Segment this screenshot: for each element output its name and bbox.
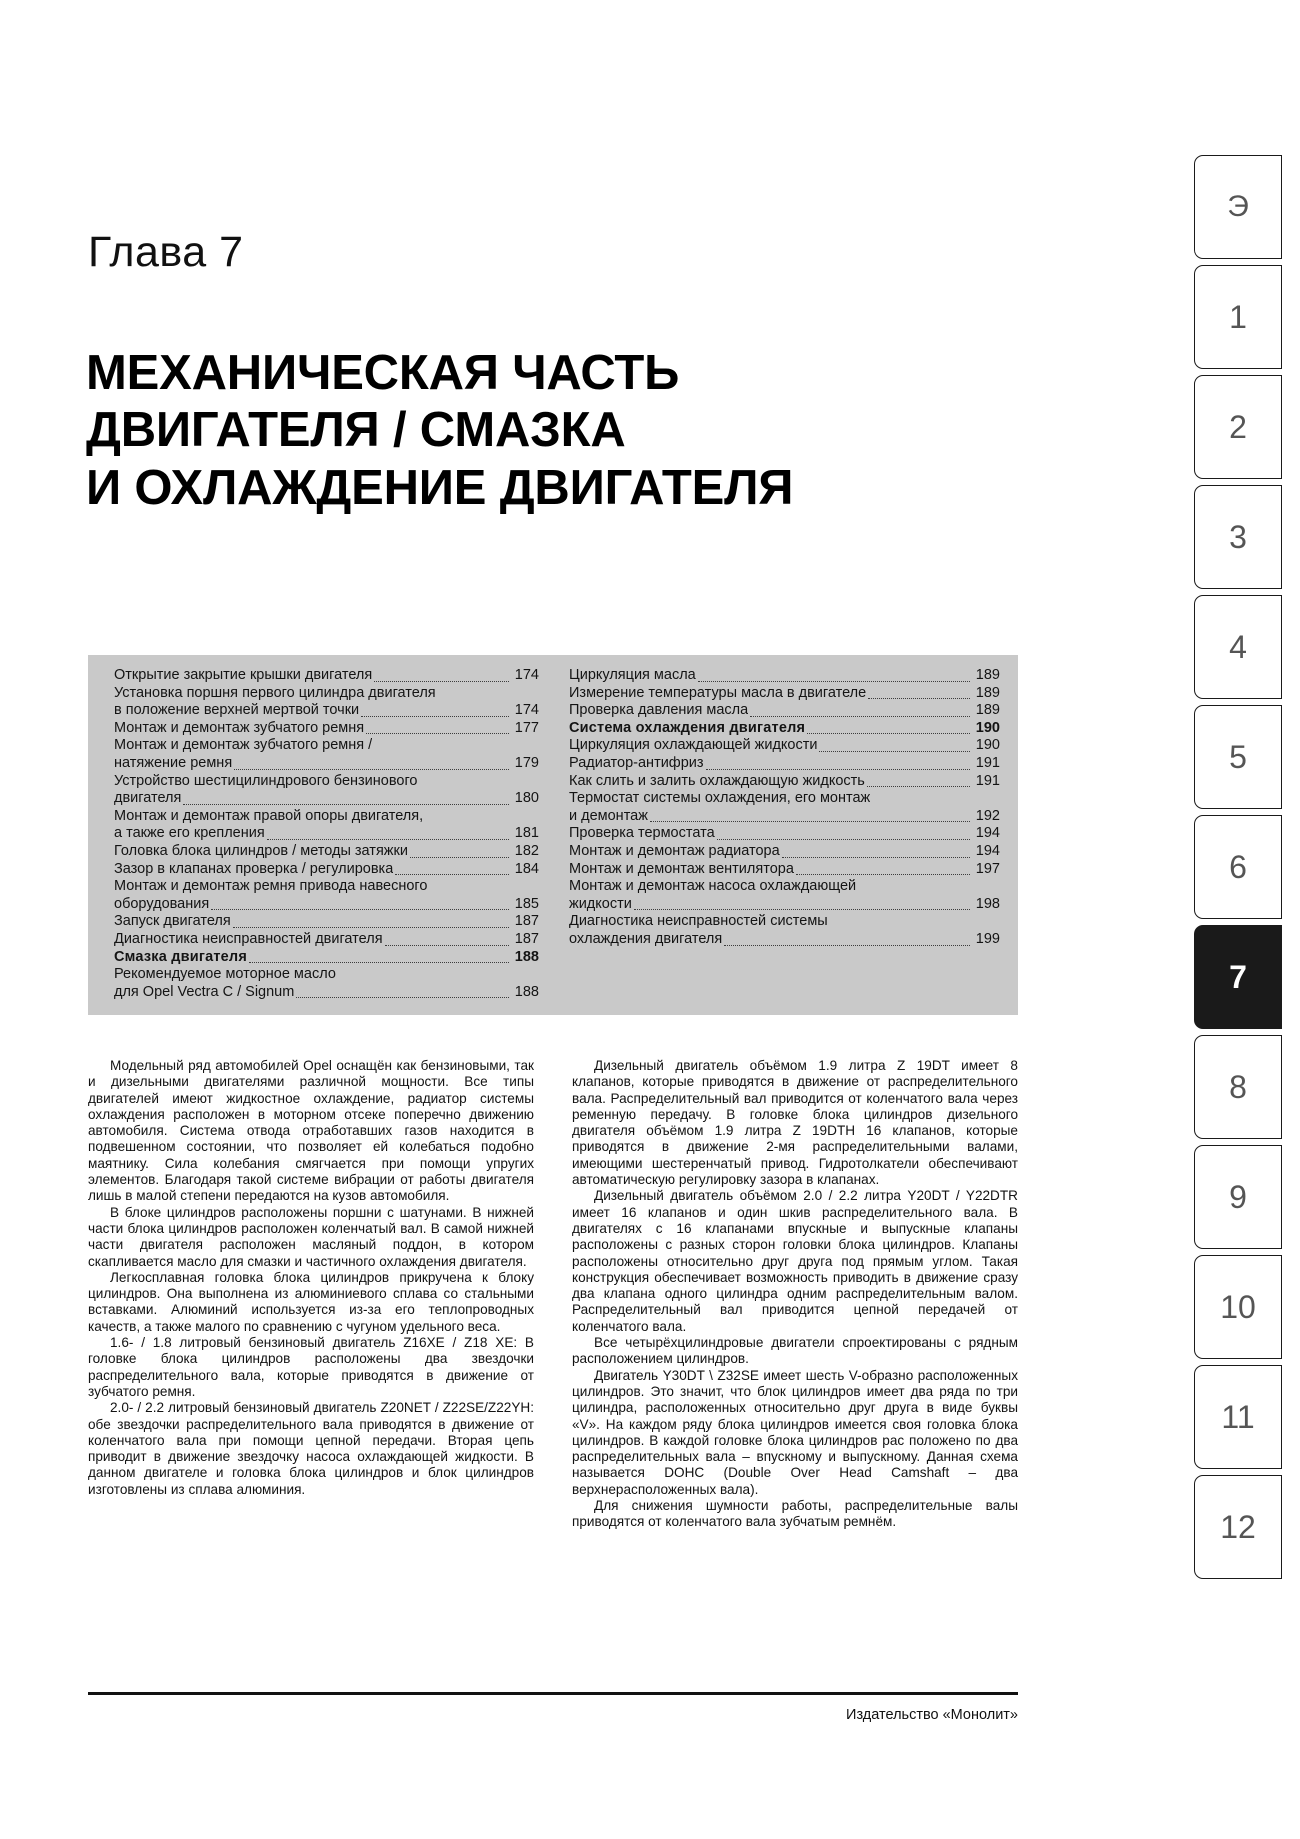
page-title-line: ДВИГАТЕЛЯ / СМАЗКА [86, 403, 626, 458]
toc-leader-dots [807, 723, 970, 734]
body-text [88, 1058, 1018, 1531]
body-paragraph: Двигатель Y30DT \ Z32SE имеет шесть V-образно расположенных цилиндров. Это значит, что блок цилиндров имеет два ряда по три цилиндра, расположенных относительно друг друга в виде буквы «V». На каждом ряду блока цилиндров имеется своя головка блока цилиндров. В каждой головке блока цилиндров рас положено по два распределительных вала – впускному и выпускному. Данная схема называется DOHC (Double Over Head Camshaft – два верхнерасположенных вала). [572, 1367, 1018, 1497]
toc-entry[interactable] [114, 825, 539, 843]
toc-leader-dots [868, 688, 970, 699]
toc-entry-page: 191 [975, 772, 1000, 789]
chapter-tab-label: 2 [1229, 408, 1247, 445]
toc-entry-label: жидкости [569, 895, 632, 912]
chapter-tab-label: 5 [1229, 738, 1247, 775]
chapter-tab-rail [1194, 155, 1282, 1585]
toc-leader-dots [410, 847, 509, 858]
toc-entry-page: 199 [975, 930, 1000, 947]
chapter-tab-5[interactable] [1194, 705, 1282, 809]
toc-entry[interactable] [114, 737, 539, 755]
toc-entry[interactable] [569, 720, 1000, 738]
toc-entry[interactable] [114, 949, 539, 967]
toc-entry-label: Радиатор-антифриз [569, 754, 704, 771]
toc-entry-label: Диагностика неисправностей системы [569, 913, 828, 930]
toc-entry-label: Смазка двигателя [114, 948, 247, 965]
toc-entry-label: Монтаж и демонтаж ремня привода навесного [114, 878, 428, 895]
toc-entry-label: Головка блока цилиндров / методы затяжки [114, 842, 408, 859]
chapter-tab-label: 8 [1229, 1068, 1247, 1105]
toc-entry[interactable] [569, 790, 1000, 808]
toc-entry-page: 187 [514, 930, 539, 947]
body-paragraph: Легкосплавная головка блока цилиндров прикручена к блоку цилиндров. Она выполнена из алюминиевого сплава со стальными вставками. Алюминий используется из-за его теплопроводных качеств, а также малого по сравнению с чугуном удельного веса. [88, 1269, 534, 1334]
toc-entry-label: Проверка давления масла [569, 702, 749, 719]
toc-entry[interactable] [569, 702, 1000, 720]
toc-entry-label: Монтаж и демонтаж радиатора [569, 842, 780, 859]
toc-entry-label: Монтаж и демонтаж вентилятора [569, 860, 794, 877]
toc-entry-page: 192 [975, 807, 1000, 824]
toc-entry-page: 197 [975, 860, 1000, 877]
chapter-tab-label: 1 [1229, 298, 1247, 335]
toc-entry-label: Монтаж и демонтаж зубчатого ремня / [114, 737, 373, 754]
toc-entry-label: Циркуляция охлаждающей жидкости [569, 737, 818, 754]
toc-leader-dots [717, 829, 970, 840]
chapter-tab-label: 12 [1220, 1508, 1256, 1545]
toc-entry-label: Измерение температуры масла в двигателе [569, 684, 867, 701]
chapter-tab-label: 10 [1220, 1288, 1256, 1325]
toc-entry-page: 194 [975, 825, 1000, 842]
toc-entry-label: Монтаж и демонтаж насоса охлаждающей [569, 878, 857, 895]
body-paragraph: 1.6- / 1.8 литровый бензиновый двигатель Z16XE / Z18 XE: В головке блока цилиндров расположены два звездочки распределительного вала, которые приводятся в движение от зубчатого ремня. [88, 1335, 534, 1399]
toc-leader-dots [183, 794, 508, 805]
toc-entry[interactable] [569, 808, 1000, 826]
toc-entry-page: 187 [514, 913, 539, 930]
toc-entry-label: Устройство шестицилиндрового бензинового [114, 772, 418, 789]
toc-entry-page: 188 [514, 983, 539, 1000]
toc-entry[interactable] [114, 861, 539, 879]
toc-entry[interactable] [114, 896, 539, 914]
toc-entry[interactable] [114, 966, 539, 984]
toc-entry-page: 190 [975, 737, 1000, 754]
chapter-tab-9[interactable] [1194, 1145, 1282, 1249]
toc-leader-dots [698, 671, 970, 682]
toc-entry-label: Диагностика неисправностей двигателя [114, 930, 383, 947]
toc-entry-page: 181 [514, 825, 539, 842]
toc-entry-page: 188 [514, 948, 539, 965]
toc-entry[interactable] [114, 667, 539, 685]
table-of-contents [88, 655, 1018, 1015]
toc-entry-label: а также его крепления [114, 825, 265, 842]
toc-entry-label: для Opel Vectra C / Signum [114, 983, 295, 1000]
chapter-tab-7[interactable] [1194, 925, 1282, 1029]
toc-leader-dots [249, 952, 509, 963]
toc-entry-label: Запуск двигателя [114, 913, 231, 930]
toc-leader-dots [374, 671, 509, 682]
chapter-tab-8[interactable] [1194, 1035, 1282, 1139]
chapter-tab-label: Э [1227, 190, 1249, 223]
toc-entry[interactable] [114, 773, 539, 791]
toc-entry[interactable] [114, 878, 539, 896]
toc-leader-dots [366, 723, 509, 734]
body-paragraph: 2.0- / 2.2 литровый бензиновый двигатель Z20NET / Z22SE/Z22YH: обе звездочки распределительного вала приводятся в движение от коленчатого вала при помощи цепной передачи. Вторая цепь приводит в движение звездочку насоса охлаждающей жидкости. В данном двигателе и головка блока цилиндров и блок цилиндров изготовлены из сплава алюминия. [88, 1400, 534, 1497]
toc-leader-dots [234, 759, 509, 770]
body-paragraph: Дизельный двигатель объёмом 1.9 литра Z 19DT имеет 8 клапанов, которые приводятся в движение от распределительного вала. Распределительный вал приводится от коленчатого вала через ременную передачу. В головке блока цилиндров дизельного двигателя объёмом 1.9 литра Z 19DTH 16 клапанов, которые приводятся в движение 2-мя распределительными валами, имеющими шестеренчатый привод. Гидротолкатели обеспечивают автоматическую регулировку зазора в клапанах. [572, 1058, 1018, 1188]
toc-entry[interactable] [569, 773, 1000, 791]
toc-entry[interactable] [569, 931, 1000, 949]
toc-leader-dots [750, 706, 970, 717]
toc-entry[interactable] [569, 737, 1000, 755]
chapter-tab-4[interactable] [1194, 595, 1282, 699]
toc-entry-page: 189 [975, 684, 1000, 701]
toc-leader-dots [867, 776, 970, 787]
toc-entry-page: 194 [975, 842, 1000, 859]
toc-leader-dots [296, 987, 508, 998]
toc-entry-label: Система охлаждения двигателя [569, 719, 806, 736]
chapter-tab-2[interactable] [1194, 375, 1282, 479]
toc-entry-label: Проверка термостата [569, 825, 715, 842]
toc-entry[interactable] [569, 913, 1000, 931]
toc-entry[interactable] [569, 755, 1000, 773]
toc-entry[interactable] [569, 843, 1000, 861]
toc-entry[interactable] [114, 790, 539, 808]
toc-entry[interactable] [114, 808, 539, 826]
toc-column-right [553, 667, 1018, 1001]
chapter-tab-6[interactable] [1194, 815, 1282, 919]
toc-entry[interactable] [114, 913, 539, 931]
chapter-tab-label: 6 [1229, 848, 1247, 885]
page-title-line: МЕХАНИЧЕСКАЯ ЧАСТЬ [86, 346, 680, 400]
chapter-tab-11[interactable] [1194, 1365, 1282, 1469]
footer-publisher: Издательство «Монолит» [846, 1707, 1018, 1723]
chapter-label: Глава 7 [88, 228, 244, 276]
toc-entry-label: Зазор в клапанах проверка / регулировка [114, 860, 394, 877]
toc-entry-label: оборудования [114, 895, 210, 912]
body-column-left [88, 1058, 534, 1531]
toc-leader-dots [634, 899, 970, 910]
toc-leader-dots [361, 706, 509, 717]
toc-leader-dots [819, 741, 969, 752]
footer-divider [88, 1692, 1018, 1695]
toc-entry-label: охлаждения двигателя [569, 930, 723, 947]
toc-entry-page: 179 [514, 754, 539, 771]
toc-entry-label: Рекомендуемое моторное масло [114, 966, 336, 983]
toc-entry-page: 190 [975, 719, 1000, 736]
toc-entry[interactable] [569, 861, 1000, 879]
toc-entry[interactable] [114, 843, 539, 861]
body-column-right [572, 1058, 1018, 1531]
toc-entry-label: Монтаж и демонтаж зубчатого ремня [114, 719, 365, 736]
toc-entry-page: 198 [975, 895, 1000, 912]
toc-entry-page: 174 [514, 702, 539, 719]
chapter-tab-3[interactable] [1194, 485, 1282, 589]
chapter-tab-label: 4 [1229, 628, 1247, 665]
toc-entry-label: Открытие закрытие крышки двигателя [114, 667, 373, 683]
toc-entry[interactable] [569, 825, 1000, 843]
toc-leader-dots [267, 829, 509, 840]
chapter-tab-12[interactable] [1194, 1475, 1282, 1579]
body-paragraph: Дизельный двигатель объёмом 2.0 / 2.2 литра Y20DT / Y22DTR имеет 16 клапанов и один шкив распределительного вала. В двигателях с 16 клапанами впускные и выпускные клапаны расположены с разных сторон головки блока цилиндров. Клапаны расположены относительно друг друга под прямым углом. Такая конструкция обеспечивает возможность приводить в движение сразу два клапана одного цилиндра одним распределительным валом. Распределительный вал приводится цепной передачей от коленчатого вала. [572, 1188, 1018, 1334]
toc-entry-label: Установка поршня первого цилиндра двигателя [114, 684, 436, 701]
toc-entry-label: Как слить и залить охлаждающую жидкость [569, 772, 865, 789]
toc-leader-dots [233, 917, 509, 928]
chapter-tab-label: 9 [1229, 1178, 1247, 1215]
toc-entry-page: 180 [514, 790, 539, 807]
toc-entry[interactable] [114, 685, 539, 703]
toc-entry-label: Циркуляция масла [569, 667, 696, 683]
toc-entry[interactable] [114, 720, 539, 738]
toc-entry-page: 177 [514, 719, 539, 736]
toc-entry-label: Монтаж и демонтаж правой опоры двигателя, [114, 807, 424, 824]
toc-entry-label: и демонтаж [569, 807, 648, 824]
chapter-tab-10[interactable] [1194, 1255, 1282, 1359]
body-paragraph: Модельный ряд автомобилей Opel оснащён как бензиновыми, так и дизельными двигателями различной мощности. Все типы двигателей имеют жидкостное охлаждение, радиатор системы охлаждения расположен в моторном отсеке поперечно движению автомобиля. Система отвода отработавших газов находится в подвешенном состоянии, что позволяет ей колебаться подобно маятнику. Сила колебания смягчается при помощи упругих элементов. Благодаря такой системе вибрации от работы двигателя лишь в малой степени передаются на кузов автомобиля. [88, 1058, 534, 1204]
toc-leader-dots [782, 847, 970, 858]
toc-entry-label: двигателя [114, 790, 182, 807]
page-title-line: И ОХЛАЖДЕНИЕ ДВИГАТЕЛЯ [86, 460, 794, 515]
toc-entry-label: в положение верхней мертвой точки [114, 702, 360, 719]
toc-leader-dots [706, 759, 970, 770]
body-paragraph: Для снижения шумности работы, распределительные валы приводятся от коленчатого вала зубчатым ремнём. [572, 1498, 1018, 1530]
toc-entry-page: 182 [514, 842, 539, 859]
toc-column-left [88, 667, 553, 1001]
chapter-tab-label: 11 [1221, 1398, 1255, 1435]
toc-leader-dots [211, 899, 509, 910]
body-paragraph: Все четырёхцилиндровые двигатели спроектированы с рядным расположением цилиндров. [572, 1335, 1018, 1367]
toc-entry[interactable] [114, 755, 539, 773]
toc-entry[interactable] [569, 667, 1000, 685]
chapter-tab-1[interactable] [1194, 265, 1282, 369]
toc-entry[interactable] [114, 702, 539, 720]
toc-leader-dots [650, 811, 970, 822]
toc-entry[interactable] [114, 984, 539, 1002]
chapter-tab-э[interactable] [1194, 155, 1282, 259]
toc-entry-page: 189 [975, 667, 1000, 683]
toc-entry-page: 184 [514, 860, 539, 877]
toc-leader-dots [395, 864, 509, 875]
toc-entry-page: 174 [514, 667, 539, 683]
toc-entry-page: 189 [975, 702, 1000, 719]
toc-entry-label: Термостат системы охлаждения, его монтаж [569, 790, 871, 807]
page-title [86, 345, 1016, 517]
toc-entry-label: натяжение ремня [114, 754, 233, 771]
toc-entry-page: 191 [975, 754, 1000, 771]
toc-entry[interactable] [569, 685, 1000, 703]
toc-entry[interactable] [569, 896, 1000, 914]
toc-entry-page: 185 [514, 895, 539, 912]
chapter-tab-label: 3 [1229, 518, 1247, 555]
toc-leader-dots [724, 935, 970, 946]
chapter-tab-label: 7 [1229, 958, 1247, 995]
toc-leader-dots [796, 864, 970, 875]
toc-entry[interactable] [114, 931, 539, 949]
body-paragraph: В блоке цилиндров расположены поршни с шатунами. В нижней части блока цилиндров расположен коленчатый вал. В самой нижней части двигателя расположен масляный поддон, в котором скапливается масло для смазки и частичного охлаждения двигателя. [88, 1204, 534, 1269]
toc-leader-dots [385, 935, 509, 946]
toc-entry[interactable] [569, 878, 1000, 896]
